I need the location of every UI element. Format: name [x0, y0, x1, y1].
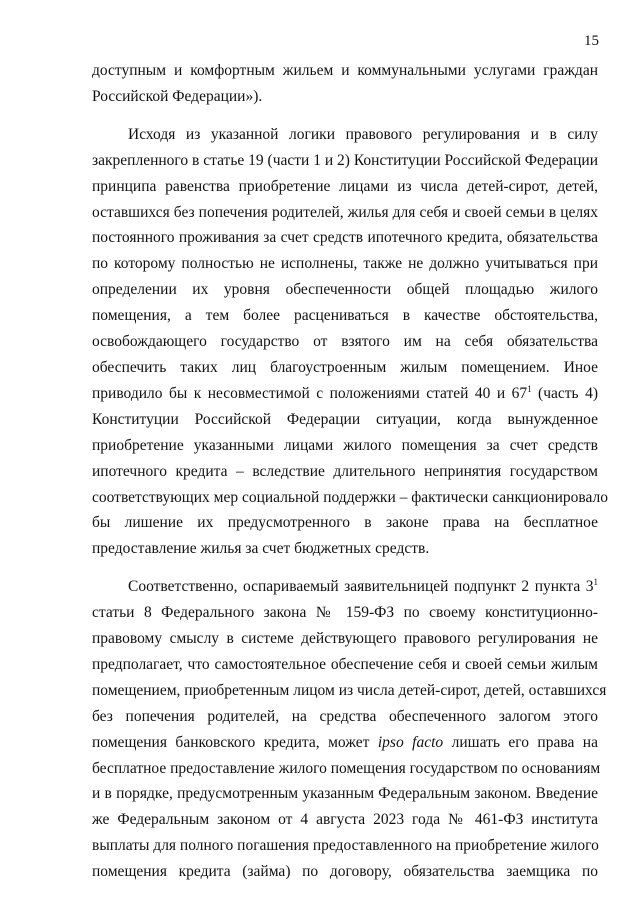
- superscript: 1: [527, 383, 532, 394]
- text-line: определении их уровня обеспеченности общей площадью жилого: [92, 281, 598, 299]
- text-line: обеспечить таких лиц благоустроенным жилым помещением. Иное: [92, 358, 598, 376]
- text-line: без попечения родителей, на средства обеспеченного залогом этого: [92, 707, 598, 725]
- text-fragment: приводило бы к несовместимой с положениями статей 40 и 67: [92, 384, 528, 402]
- text-line: выплаты для полного погашения предоставленного на приобретение жилого: [92, 837, 599, 855]
- text-line: доступным и комфортным жильем и коммунальными услугами граждан: [92, 62, 598, 79]
- text-line: Конституции Российской Федерации ситуации, когда вынужденное: [92, 410, 598, 428]
- text-line: бы лишение их предусмотренного в законе права на бесплатное: [92, 514, 598, 532]
- text-line: статьи 8 Федерального закона № 159-ФЗ по своему конституционно-: [92, 604, 598, 622]
- text-line: постоянного проживания за счет средств ипотечного кредита, обязательства: [92, 229, 598, 247]
- text-line: освобождающего государство от взятого им на себя обязательства: [92, 333, 598, 351]
- text-line: же Федеральным законом от 4 августа 2023 года № 461-ФЗ института: [92, 811, 598, 829]
- text-line: по которому полностью не исполнены, также не должно учитываться при: [92, 255, 598, 273]
- text-line: предполагает, что самостоятельное обеспечение себя и своей семьи жилым: [92, 655, 598, 673]
- text-line: соответствующих мер социальной поддержки – фактически санкционировало: [92, 488, 609, 506]
- text-line: предоставление жилья за счет бюджетных средств.: [92, 540, 430, 558]
- text-line: помещением, приобретенным лицом из числа детей-сирот, детей, оставшихся: [92, 681, 607, 699]
- text-line: [92, 381, 598, 407]
- paragraph: [92, 574, 607, 885]
- text-line: приобретение указанными лицами жилого помещения за счет средств: [92, 436, 598, 454]
- text-line: принципа равенства приобретение лицами из числа детей-сирот, детей,: [92, 177, 598, 195]
- text-fragment: лишать его права на: [443, 733, 598, 751]
- text-fragment: (часть 4): [531, 384, 598, 402]
- text-line: Исходя из указанной логики правового регулирования и в силу: [128, 125, 598, 143]
- text-line: оставшихся без попечения родителей, жилья для себя и своей семьи в целях: [92, 203, 598, 221]
- text-line: закрепленного в статье 19 (части 1 и 2) Конституции Российской Федерации: [92, 151, 598, 169]
- text-fragment: помещения банковского кредита, может: [92, 733, 378, 751]
- text-line: [92, 730, 598, 756]
- superscript: 1: [593, 577, 598, 588]
- text-line: Российской Федерации»).: [92, 87, 263, 105]
- text-line: [92, 574, 598, 600]
- text-fragment: Соответственно, оспариваемый заявительницей подпункт 2 пункта 3: [128, 578, 594, 596]
- text-line: помещения кредита (займа) по договору, обязательства заемщика по: [92, 863, 598, 881]
- text-line: бесплатное предоставление жилого помещения государством по основаниям: [92, 759, 601, 777]
- text-line: ипотечного кредита – вследствие длительного непринятия государством: [92, 462, 598, 480]
- latin-phrase: ipso facto: [377, 733, 444, 751]
- paragraph: [92, 122, 609, 562]
- paragraph: [92, 58, 598, 110]
- text-line: правовому смыслу в системе действующего правового регулирования не: [92, 630, 598, 648]
- page-number: 15: [584, 33, 599, 49]
- document-body: [92, 58, 609, 885]
- text-line: помещения, а тем более расцениваться в качестве обстоятельства,: [92, 307, 598, 325]
- text-line: и в порядке, предусмотренным указанным Федеральным законом. Введение: [92, 785, 598, 803]
